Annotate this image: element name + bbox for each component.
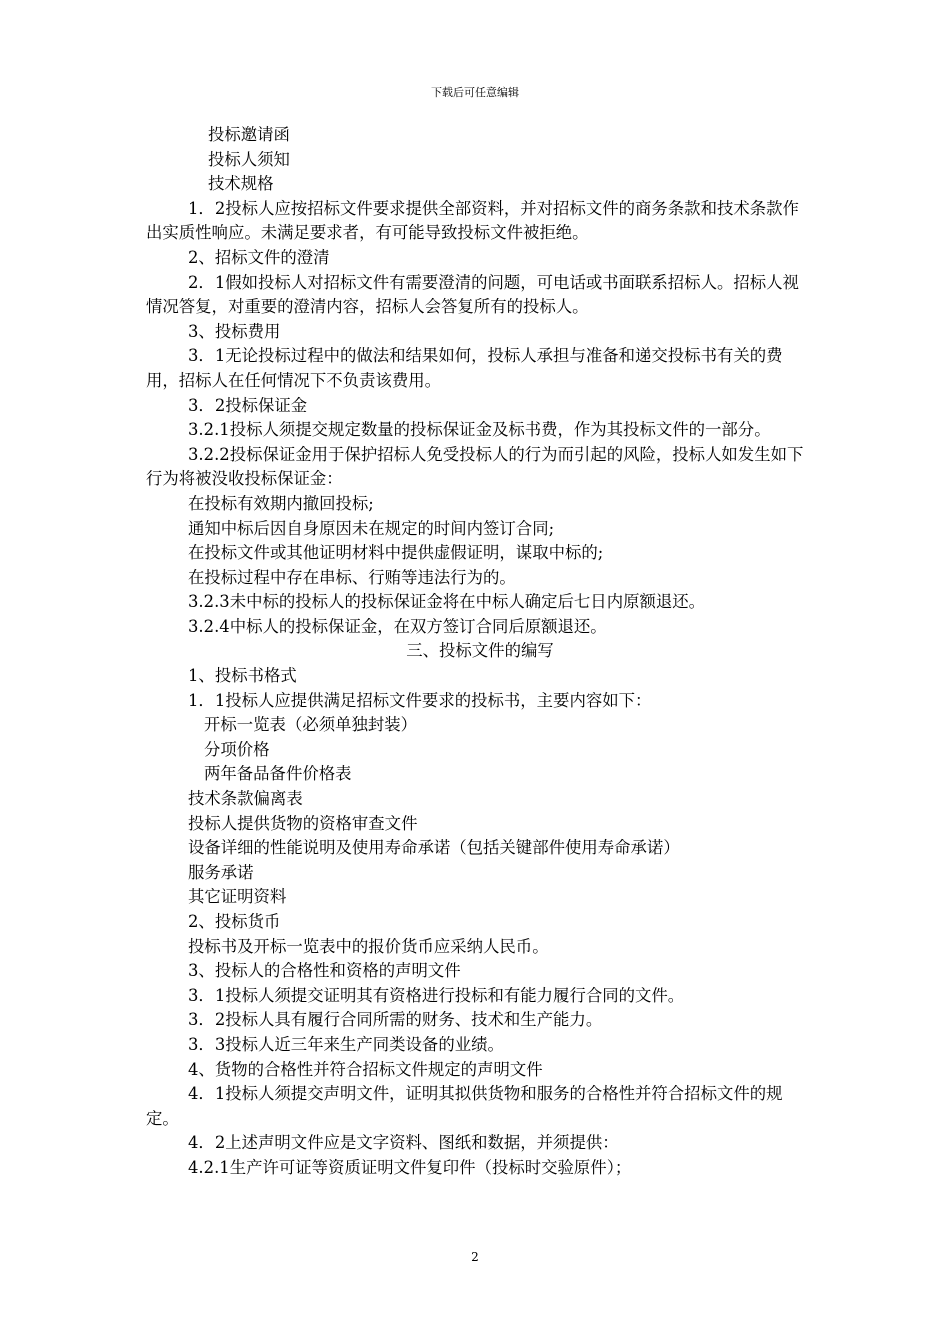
paragraph: 投标书及开标一览表中的报价货币应采纳人民币。: [188, 936, 549, 956]
section-heading: 1、投标书格式: [188, 666, 297, 686]
list-item: 分项价格: [204, 739, 270, 759]
chapter-heading: 三、投标文件的编写: [406, 641, 554, 661]
list-item: 投标邀请函: [208, 125, 290, 144]
paragraph: 4.2.1生产许可证等资质证明文件复印件（投标时交验原件）；: [188, 1157, 632, 1177]
list-item: 技术条款偏离表: [188, 789, 303, 809]
list-item: 技术规格: [208, 174, 274, 194]
list-item: 开标一览表（必须单独封装）: [204, 715, 418, 735]
paragraph: 3.2.1投标人须提交规定数量的投标保证金及标书费，作为其投标文件的一部分。: [188, 420, 771, 440]
paragraph: 3.2.4中标人的投标保证金，在双方签订合同后原额退还。: [188, 616, 607, 636]
list-item: 设备详细的性能说明及使用寿命承诺（包括关键部件使用寿命承诺）: [188, 838, 680, 858]
paragraph: 3．1投标人须提交证明其有资格进行投标和有能力履行合同的文件。: [188, 985, 685, 1005]
section-heading: 2、投标货币: [188, 912, 281, 931]
paragraph: 1．2投标人应按招标文件要求提供全部资料，并对招标文件的商务条款和技术条款作出实质性响应。未满足要求者，有可能导致投标文件被拒绝。: [146, 198, 799, 243]
list-item: 通知中标后因自身原因未在规定的时间内签订合同;: [188, 518, 555, 538]
paragraph: 4．2上述声明文件应是文字资料、图纸和数据，并须提供：: [188, 1133, 619, 1153]
list-item: 两年备品备件价格表: [204, 764, 352, 784]
section-heading: 3、投标人的合格性和资格的声明文件: [188, 961, 461, 981]
section-heading: 3．2投标保证金: [188, 395, 308, 415]
section-heading: 3、投标费用: [188, 321, 281, 341]
paragraph: 3．2投标人具有履行合同所需的财务、技术和生产能力。: [188, 1010, 603, 1030]
page-number: 2: [471, 1250, 479, 1264]
paragraph: 3.2.3未中标的投标人的投标保证金将在中标人确定后七日内原额退还。: [188, 592, 706, 612]
list-item: 其它证明资料: [188, 887, 287, 907]
document-body: [146, 123, 814, 1181]
paragraph: 3.2.2投标保证金用于保护招标人免受投标人的行为而引起的风险，投标人如发生如下行为将被没收投标保证金：: [146, 444, 804, 489]
paragraph: 3．3投标人近三年来生产同类设备的业绩。: [188, 1034, 504, 1054]
page-header: 下载后可任意编辑: [431, 86, 519, 99]
list-item: 服务承诺: [188, 862, 254, 882]
list-item: 在投标过程中存在串标、行贿等违法行为的。: [188, 567, 516, 587]
list-item: 投标人须知: [208, 149, 290, 169]
list-item: 在投标有效期内撤回投标;: [188, 493, 374, 513]
section-heading: 2、招标文件的澄清: [188, 247, 330, 267]
list-item: 在投标文件或其他证明材料中提供虚假证明，谋取中标的;: [188, 543, 604, 563]
paragraph: 1．1投标人应提供满足招标文件要求的投标书，主要内容如下：: [188, 690, 652, 710]
paragraph: 3．1无论投标过程中的做法和结果如何，投标人承担与准备和递交投标书有关的费用，招标人在任何情况下不负责该费用。: [146, 346, 783, 390]
paragraph: 4．1投标人须提交声明文件，证明其拟供货物和服务的合格性并符合招标文件的规定。: [146, 1084, 783, 1128]
paragraph: 2．1假如投标人对招标文件有需要澄清的问题，可电话或书面联系招标人。招标人视情况答复，对重要的澄清内容，招标人会答复所有的投标人。: [146, 272, 799, 317]
section-heading: 4、货物的合格性并符合招标文件规定的声明文件: [188, 1059, 543, 1079]
list-item: 投标人提供货物的资格审查文件: [188, 813, 418, 833]
